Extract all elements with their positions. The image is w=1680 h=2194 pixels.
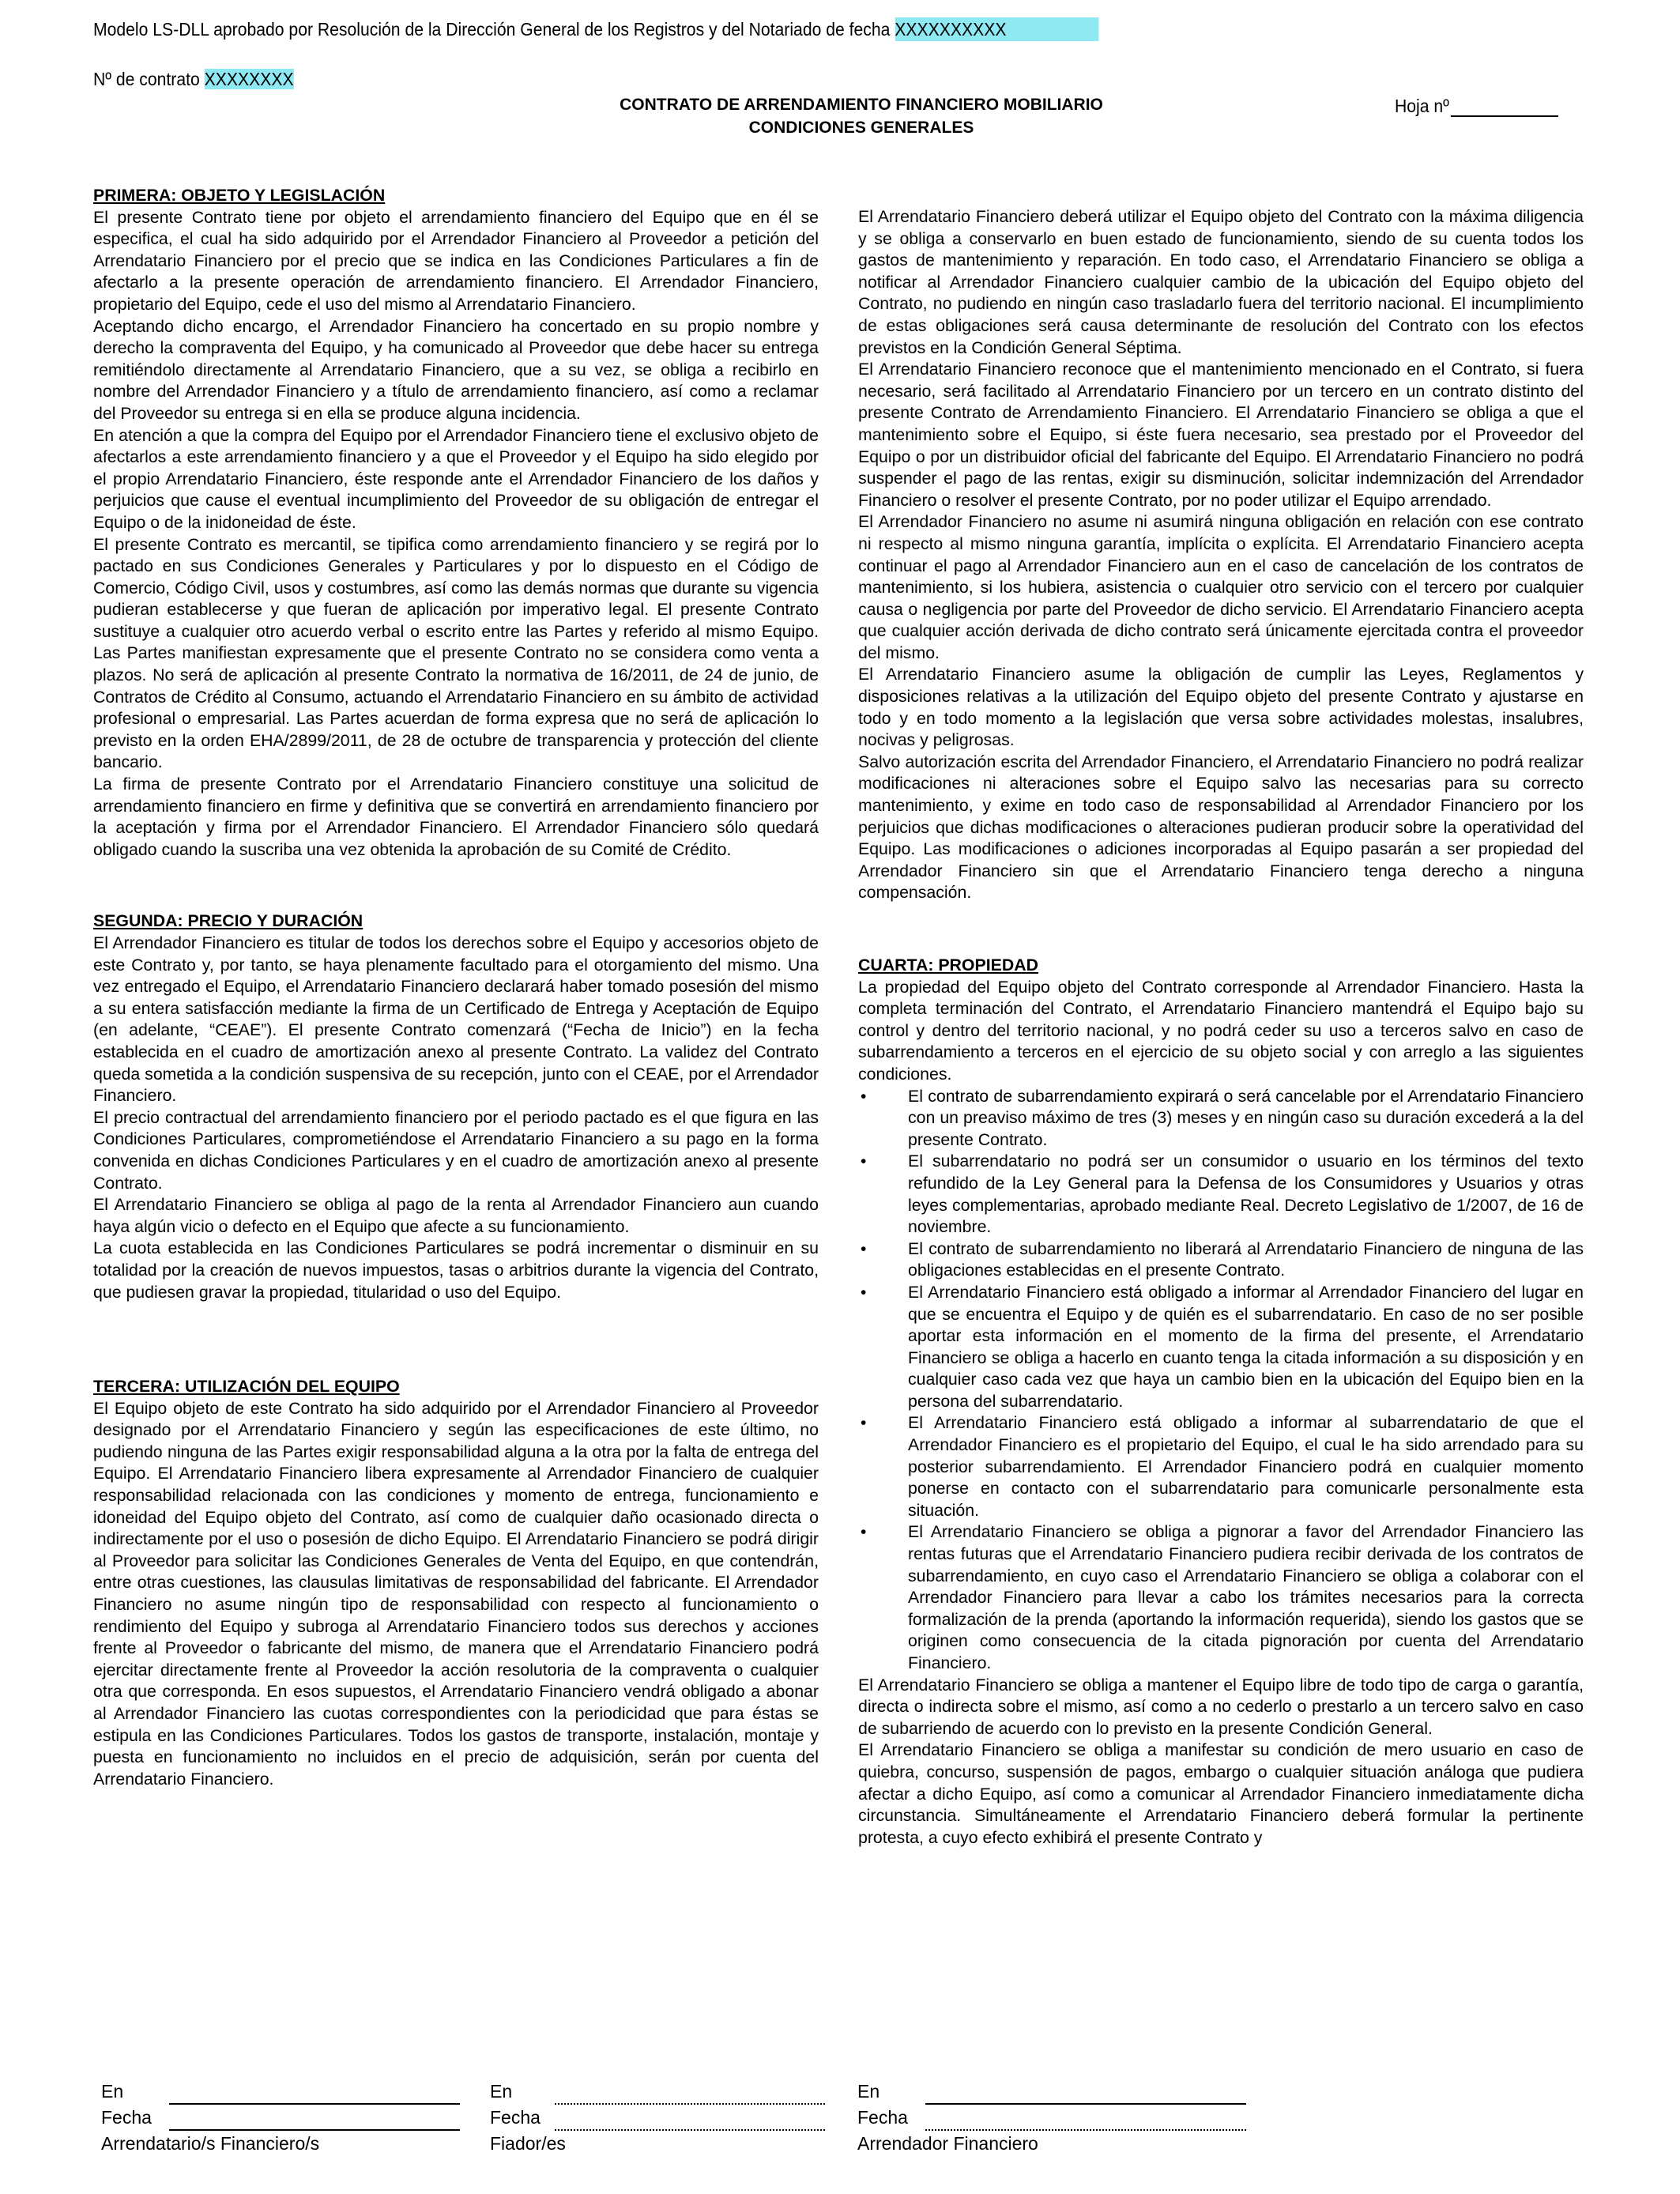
paragraph: El Arrendatario Financiero asume la obligación de cumplir las Leyes, Reglamentos y disposiciones relativas a la utilización del Equipo objeto del presente Contrato y ajustarse en todo y en todo momento a la legislación que versa sobre actividades molestas, insalubres, nocivas y peligrosas. <box>858 665 1584 750</box>
list-item-text: El subarrendatario no podrá ser un consumidor o usuario en los términos del texto refundido de la Ley General para la Defensa de los Consumidores y Usuarios y otras leyes complementarias, aprobado mediante Real. Decreto Legislativo de 1/2007, de 16 de noviembre. <box>908 1152 1584 1237</box>
date-label: Fecha <box>857 2107 908 2128</box>
bullet-icon: • <box>861 1283 867 1302</box>
document-title-line2: CONDICIONES GENERALES <box>748 119 974 137</box>
list-item <box>858 1282 1584 1413</box>
list-item-text: El Arrendatario Financiero se obliga a pignorar a favor del Arrendador Financiero las rentas futuras que el Arrendatario Financiero pudiera recibir derivada de los contratos de subarrendamiento, en cuyo caso el Arrendatario Financiero se obliga a colaborar con el Arrendador Financiero para llevar a cabo los trámites necesarios para la correcta formalización de la prenda (aportando la información requerida), siendo los gastos que se originen como consecuencia de la citada pignoración por cuenta del Arrendatario Financiero. <box>908 1522 1584 1672</box>
list-item <box>858 1521 1584 1674</box>
section-heading: SEGUNDA: PRECIO Y DURACIÓN <box>93 911 363 931</box>
signature-block-lessee <box>101 2079 460 2157</box>
list-item <box>858 1086 1584 1152</box>
sheet-number <box>1395 96 1558 117</box>
paragraph: El Arrendador Financiero no asume ni asumirá ninguna obligación en relación con ese contrato ni respecto al mismo ninguna garantía, implícita o explícita. El Arrendatario Financiero acepta continuar el pago al Arrendador Financiero aun en el caso de cancelación de los contratos de mantenimiento, si los hubiera, asistencia o cualquier otro servicio con el tercero por cualquier causa o negligencia por parte del Proveedor de dicho servicio. El Arrendatario Financiero acepta que cualquier acción derivada de dicho contrato será únicamente ejercitada contra el proveedor del mismo. <box>858 512 1584 662</box>
paragraph: La firma de presente Contrato por el Arrendatario Financiero constituye una solicitud de arrendamiento financiero en firme y definitiva que se convertirá en arrendamiento financiero por la aceptación y firma por el Arrendador Financiero. El Arrendador Financiero sólo quedará obligado cuando la suscriba una vez obtenida la aprobación de su Comité de Crédito. <box>93 775 819 859</box>
paragraph: En atención a que la compra del Equipo por el Arrendador Financiero tiene el exclusivo objeto de afectarlos a este arrendamiento financiero y a que el Proveedor y el Equipo ha sido elegido por el propio Arrendatario Financiero, éste responde ante el Arrendador Financiero de los daños y perjuicios que cause el eventual incumplimiento del Proveedor de su obligación de entregar el Equipo o de la inidoneidad de éste. <box>93 425 819 532</box>
left-column <box>93 185 819 1790</box>
sheet-number-field[interactable] <box>1451 98 1558 117</box>
date-field[interactable] <box>555 2112 825 2131</box>
section-tercera-continued <box>858 206 1584 904</box>
bullet-list <box>858 1086 1584 1675</box>
bullet-icon: • <box>861 1414 867 1433</box>
signer-role: Arrendador Financiero <box>857 2133 1038 2154</box>
paragraph: El presente Contrato es mercantil, se tipifica como arrendamiento financiero y se regirá por lo pactado en sus Condiciones Generales y Particulares y por lo dispuesto en el Código de Comercio, Código Civil, usos y costumbres, así como las demás normas que durante su vigencia pudieran establecerse y que fueran de aplicación por imperativo legal. El presente Contrato sustituye a cualquier otro acuerdo verbal o escrito entre las Partes y referido al mismo Equipo. Las Partes manifiestan expresamente que el presente Contrato no se considera como venta a plazos. No será de aplicación al presente Contrato la normativa de 16/2011, de 24 de junio, de Contratos de Crédito al Consumo, actuando el Arrendatario Financiero en su ámbito de actividad profesional o empresarial. Las Partes acuerdan de forma expresa que no será de aplicación lo previsto en la orden EHA/2899/2011, de 28 de octubre de transparencia y protección del cliente bancario. <box>93 534 819 772</box>
paragraph: La cuota establecida en las Condiciones Particulares se podrá incrementar o disminuir en su totalidad por la creación de nuevos impuestos, tasas o arbitrios durante la vigencia del Contrato, que pudiesen gravar la propiedad, titularidad o uso del Equipo. <box>93 1238 819 1302</box>
paragraph: Aceptando dicho encargo, el Arrendador Financiero ha concertado en su propio nombre y derecho la compraventa del Equipo, y ha comunicado al Proveedor que debe hacer su entrega remitiéndolo directamente al Arrendatario Financiero, que a su vez, se obliga a recibirlo en nombre del Arrendador Financiero y a título de arrendamiento financiero, así como a reclamar del Proveedor su entrega si en ella se produce alguna incidencia. <box>93 316 819 423</box>
date-label: Fecha <box>490 2107 541 2128</box>
section-heading: PRIMERA: OBJETO Y LEGISLACIÓN <box>93 186 386 205</box>
model-approval-line <box>93 17 1089 41</box>
paragraph: La propiedad del Equipo objeto del Contrato corresponde al Arrendador Financiero. Hasta la completa terminación del Contrato, el Arrendatario Financiero mantendrá el Equipo bajo su control y dentro del territorio nacional, y no podrá ceder su uso a terceros salvo en caso de subarrendamiento a terceros en el ejercicio de su objeto social y con arreglo a las siguientes condiciones. <box>858 977 1584 1084</box>
paragraph: El Arrendatario Financiero se obliga a manifestar su condición de mero usuario en caso de quiebra, concurso, suspensión de pagos, embargo o cualquier situación análoga que pudiera afectar a dicho Equipo, así como a comunicar al Arrendador Financiero inmediatamente dicha circunstancia. Simultáneamente el Arrendatario Financiero deberá formular la pertinente protesta, a cuyo efecto exhibirá el presente Contrato y <box>858 1740 1584 1847</box>
sheet-number-label: Hoja nº <box>1395 96 1449 116</box>
date-field[interactable] <box>169 2112 460 2131</box>
paragraph: El Arrendatario Financiero reconoce que el mantenimiento mencionado en el Contrato, si fuera necesario, será facilitado al Arrendatario Financiero por un tercero en un contrato distinto del presente Contrato de Arrendamiento Financiero. El Arrendatario Financiero se obliga a que el mantenimiento sobre el Equipo, si éste fuera necesario, sea prestado por el Proveedor del Equipo o por un distribuidor oficial del fabricante del Equipo. El Arrendatario Financiero no podrá suspender el pago de las rentas, exigir su disminución, solicitar indemnización del Arrendador Financiero o resolver el presente Contrato, por no poder utilizar el Equipo arrendado. <box>858 360 1584 510</box>
bullet-icon: • <box>861 1523 867 1542</box>
list-item-text: El contrato de subarrendamiento expirará o será cancelable por el Arrendatario Financiero con un preaviso máximo de tres (3) meses y en ningún caso su duración excederá a la del presente Contrato. <box>908 1086 1584 1149</box>
bullet-icon: • <box>861 1152 867 1171</box>
place-field[interactable] <box>555 2086 825 2105</box>
paragraph: Salvo autorización escrita del Arrendador Financiero, el Arrendatario Financiero no podrá realizar modificaciones ni alteraciones sobre el Equipo salvo las necesarias para su correcto mantenimiento, y exime en todo caso de responsabilidad al Arrendador Financiero por los perjuicios que dichas modificaciones o alteraciones pudieran producir sobre la operatividad del Equipo. Las modificaciones o adiciones incorporadas al Equipo pasarán a ser propiedad del Arrendador Financiero sin que el Arrendatario Financiero tenga derecho a ninguna compensación. <box>858 752 1584 903</box>
section-heading: CUARTA: PROPIEDAD <box>858 956 1038 974</box>
paragraph: El precio contractual del arrendamiento financiero por el periodo pactado es el que figura en las Condiciones Particulares, comprometiéndose el Arrendatario Financiero a su pago en la forma convenida en dichas Condiciones Particulares y en el cuadro de amortización anexo al presente Contrato. <box>93 1107 819 1193</box>
contract-number-label: Nº de contrato <box>93 69 205 89</box>
list-item <box>858 1412 1584 1521</box>
bullet-icon: • <box>861 1087 867 1106</box>
paragraph: El Arrendatario Financiero se obliga al pago de la renta al Arrendador Financiero aun cuando haya algún vicio o defecto en el Equipo que afecte a su funcionamiento. <box>93 1195 819 1236</box>
list-item <box>858 1238 1584 1282</box>
date-field[interactable] <box>925 2112 1246 2131</box>
place-label: En <box>490 2081 513 2102</box>
paragraph: El Equipo objeto de este Contrato ha sido adquirido por el Arrendador Financiero al Proveedor designado por el Arrendatario Financiero y según las especificaciones de este último, no pudiendo ninguna de las Partes exigir responsabilidad alguna a la otra por la falta de entrega del Equipo. El Arrendatario Financiero libera expresamente al Arrendador Financiero de cualquier responsabilidad relacionada con las condiciones y momento de entrega, funcionamiento e idoneidad del Equipo objeto del Contrato, así como de cualquier daño ocasionado directa o indirectamente por el uso o posesión de dicho Equipo. El Arrendatario Financiero se podrá dirigir al Proveedor para solicitar las Condiciones Generales de Venta del Equipo, en que contendrán, entre otras cuestiones, las clausulas limitativas de responsabilidad del fabricante. El Arrendador Financiero no asume ningún tipo de responsabilidad con respecto al funcionamiento o rendimiento del Equipo y subroga al Arrendatario Financiero todos sus derechos y acciones frente al Proveedor o fabricante del mismo, de manera que el Arrendatario Financiero podrá ejercitar directamente frente al Proveedor la acción resolutoria de la compraventa o cualquier otra que corresponda. En esos supuestos, el Arrendatario Financiero vendrá obligado a abonar al Arrendador Financiero las cuotas correspondientes con la periodicidad que para éstas se estipula en las Condiciones Particulares. Todos los gastos de transporte, instalación, montaje y puesta en funcionamiento no incluidos en el precio de adquisición, serán por cuenta del Arrendatario Financiero. <box>93 1398 819 1789</box>
section-primera <box>93 185 819 861</box>
paragraph: El presente Contrato tiene por objeto el arrendamiento financiero del Equipo que en él se especifica, el cual ha sido adquirido por el Arrendador Financiero al Proveedor a petición del Arrendatario Financiero por el precio que se indica en las Condiciones Particulares a fin de afectarlo a la presente operación de arrendamiento financiero. El Arrendador Financiero, propietario del Equipo, cede el uso del mismo al Arrendatario Financiero. <box>93 207 819 314</box>
section-cuarta <box>858 955 1584 1849</box>
place-label: En <box>857 2081 880 2102</box>
contract-number-placeholder[interactable]: XXXXXXXX <box>204 69 294 89</box>
signature-block-lessor <box>857 2079 1246 2157</box>
list-item-text: El Arrendatario Financiero está obligado a informar al Arrendador Financiero del lugar en que se encuentra el Equipo y de quién es el subarrendatario. En caso de no ser posible aportar esta información en el momento de la firma del presente, el Arrendatario Financiero se obliga a hacerlo en cuanto tenga la citada información a su disposición y en cualquier caso cada vez que haya un cambio bien en la ubicación del Equipo bien en la persona del subarrendatario. <box>908 1282 1584 1411</box>
paragraph: El Arrendador Financiero es titular de todos los derechos sobre el Equipo y accesorios objeto de este Contrato y, por tanto, se haya plenamente facultado para el otorgamiento del mismo. Una vez entregado el Equipo, el Arrendatario Financiero declarará haber tomado posesión del mismo a su entera satisfacción mediante la firma de un Certificado de Entrega y Aceptación de Equipo (en adelante, “CEAE”). El presente Contrato comenzará (“Fecha de Inicio”) en la fecha establecida en el cuadro de amortización anexo al presente Contrato. La validez del Contrato queda sometida a la condición suspensiva de su recepción, junto con el CEAE, por el Arrendador Financiero. <box>93 933 819 1106</box>
section-tercera <box>93 1376 819 1790</box>
list-item <box>858 1151 1584 1238</box>
place-label: En <box>101 2081 124 2102</box>
section-heading: TERCERA: UTILIZACIÓN DEL EQUIPO <box>93 1377 400 1397</box>
signature-block-guarantor <box>490 2079 825 2157</box>
signer-role: Fiador/es <box>490 2133 566 2154</box>
place-field[interactable] <box>925 2086 1246 2105</box>
place-field[interactable] <box>169 2086 460 2105</box>
document-title-line1: CONTRATO DE ARRENDAMIENTO FINANCIERO MOBILIARIO <box>620 96 1103 114</box>
date-label: Fecha <box>101 2107 152 2128</box>
paragraph: El Arrendatario Financiero deberá utilizar el Equipo objeto del Contrato con la máxima diligencia y se obliga a conservarlo en buen estado de funcionamiento, siendo de su cuenta todos los gastos de mantenimiento y reparación. En todo caso, el Arrendatario Financiero se obliga a notificar al Arrendador Financiero cualquier cambio de la ubicación del Equipo objeto del Contrato, no pudiendo en ningún caso trasladarlo fuera del territorio nacional. El incumplimiento de estas obligaciones será causa determinante de resolución del Contrato con los efectos previstos en la Condición General Séptima. <box>858 207 1584 357</box>
contract-number-line <box>93 67 294 91</box>
list-item-text: El contrato de subarrendamiento no liberará al Arrendatario Financiero de ninguna de las obligaciones establecidas en el presente Contrato. <box>908 1238 1584 1280</box>
model-approval-text: Modelo LS-DLL aprobado por Resolución de la Dirección General de los Registros y del Notariado de fecha <box>93 19 895 40</box>
bullet-icon: • <box>861 1239 867 1258</box>
signer-role: Arrendatario/s Financiero/s <box>101 2133 320 2154</box>
document-title <box>506 93 1217 139</box>
model-date-placeholder[interactable]: XXXXXXXXXX <box>895 17 1098 41</box>
right-column <box>858 206 1584 1849</box>
paragraph: El Arrendatario Financiero se obliga a mantener el Equipo libre de todo tipo de carga o garantía, directa o indirecta sobre el mismo, así como a no cederlo o prestarlo a un tercero salvo en caso de subarriendo de acuerdo con lo previsto en la presente Condición General. <box>858 1675 1584 1738</box>
list-item-text: El Arrendatario Financiero está obligado a informar al subarrendatario de que el Arrendador Financiero es el propietario del Equipo, el cual le ha sido arrendado para su posterior subarrendamiento. El Arrendador Financiero podrá en cualquier momento ponerse en contacto con el subarrendatario para comunicarle personalmente esta situación. <box>908 1413 1584 1520</box>
section-segunda <box>93 910 819 1303</box>
